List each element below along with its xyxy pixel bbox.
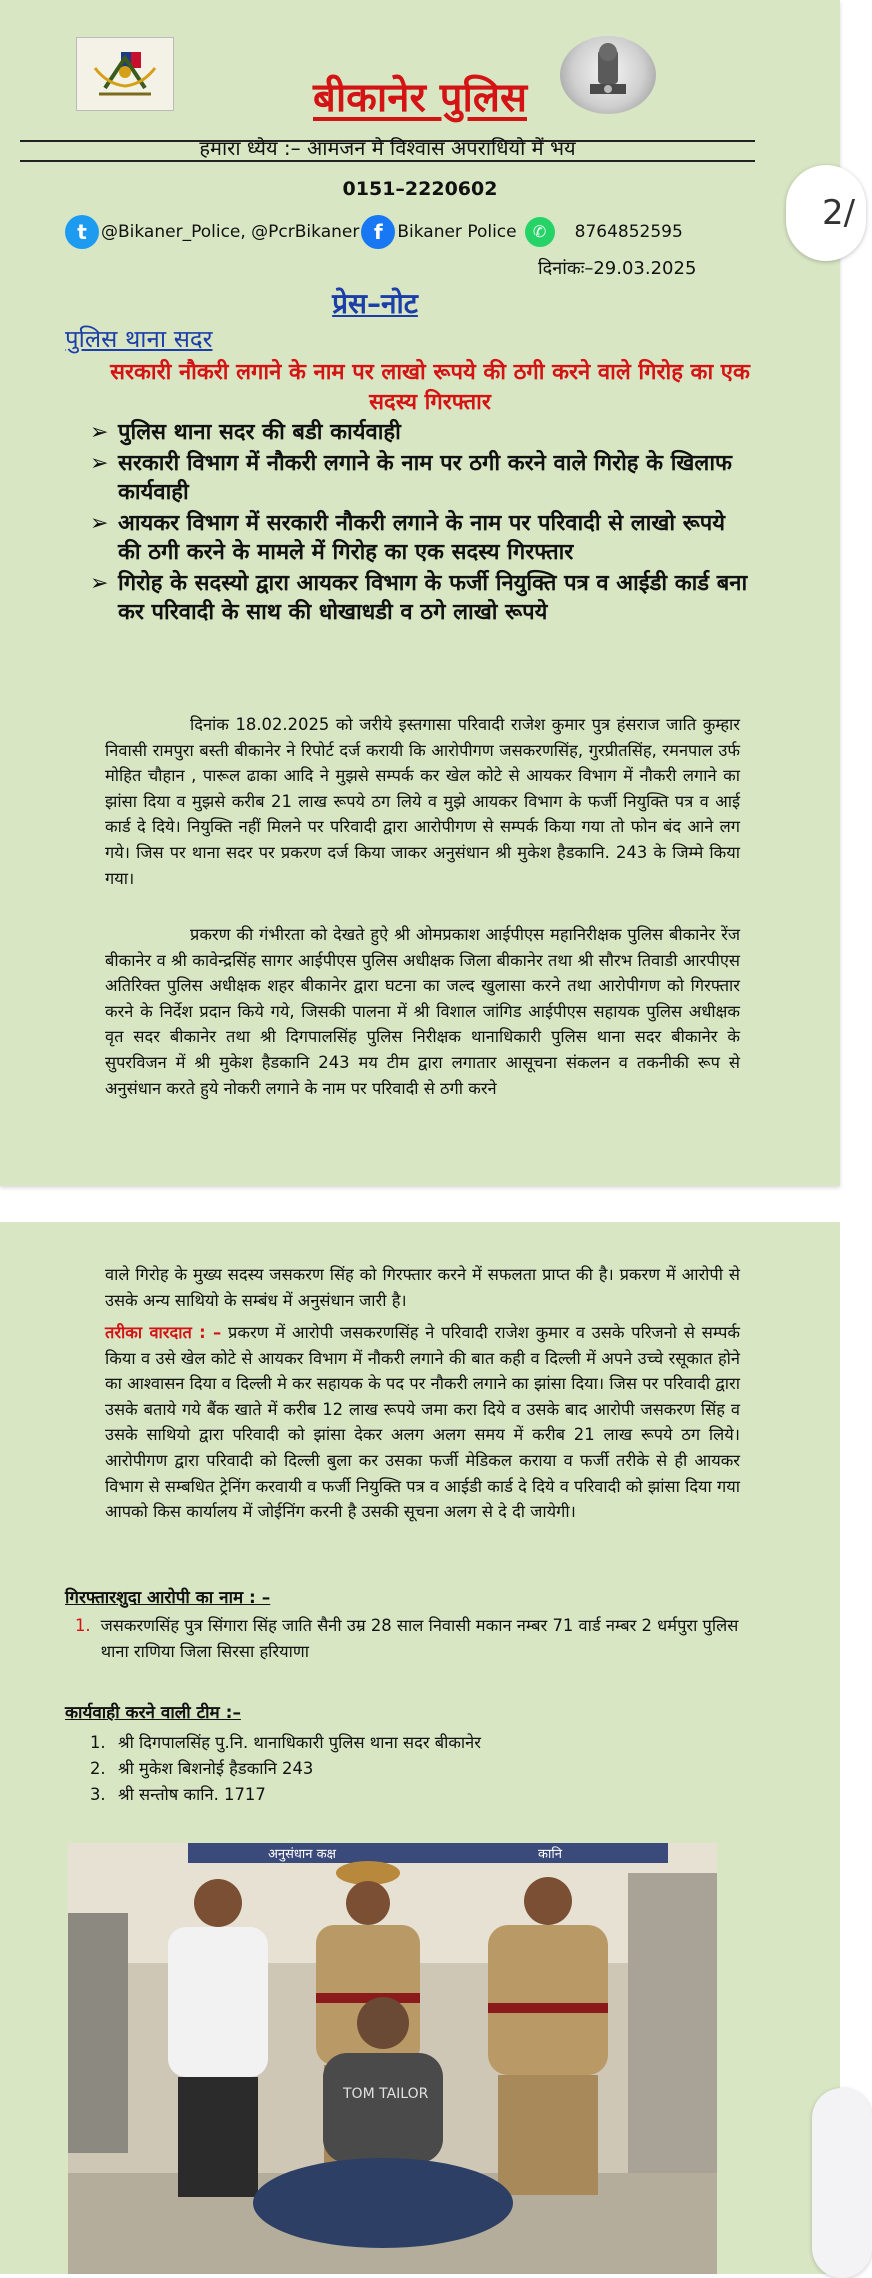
arrow-bullet-icon: ➢	[90, 511, 109, 536]
paragraph-investigation: प्रकरण की गंभीरता को देखते हुऐ श्री ओमप्रकाश आईपीएस महानिरीक्षक पुलिस बीकानेर रेंज बीकानेर व श्री कावेन्द्रसिंह सागर आईपीएस पुलिस अधीक्षक जिला बीकानेर तथा श्री सौरभ तिवाडी आरपीएस अतिरिक्त पुलिस अधीक्षक शहर बीकानेर द्वारा घटना का जल्द खुलासा करने तथा आरोपीगण को गिरफ्तार करने के निर्देश प्रदान किये गये, जिसकी पालना में श्री विशाल जांगिड आईपीएस सहायक पुलिस अधीक्षक वृत सदर बीकानेर तथा श्री दिगपालसिंह पुलिस निरीक्षक थानाधिकारी पुलिस थाना सदर बीकानेर के सुपरविजन में श्री मुकेश हैडकानि 243 मय टीम द्वारा लगातार आसूचना संकलन व तकनीकी रूप से अनुसंधान करते हुये नोकरी लगाने के नाम पर परिवादी से ठगी करने	[105, 925, 740, 1098]
list-item: ➢ पुलिस थाना सदर की बडी कार्यवाही	[90, 420, 401, 445]
arrest-photo	[68, 1843, 717, 2274]
paragraph-complaint: दिनांक 18.02.2025 को जरीये इस्तगासा परिवादी राजेश कुमार पुत्र हंसराज जाति कुम्हार निवासी रामपुरा बस्ती बीकानेर ने रिपोर्ट दर्ज करायी कि आरोपीगण जसकरणसिंह, गुरप्रीतसिंह, रमनपाल उर्फ मोहित चौहान , पारूल ढाका आदि ने मुझसे सम्पर्क कर खेल कोटे से आयकर विभाग में नौकरी लगाने का झांसा दिया व मुझसे करीब 21 लाख रूपये ठग लिये व मुझे आयकर विभाग के फर्जी नियुक्ति पत्र व आई कार्ड दे दिये। नियुक्ति नहीं मिलने पर परिवादी द्वारा आरोपीगण से सम्पर्क किया गया तो फोन बंद आने लग गये। जिस पर थाना सदर पर प्रकरण दर्ज किया जाकर अनुसंधान श्री मुकेश हैडकानि. 243 के जिम्मे किया गया।	[105, 715, 740, 888]
list-item: 1. जसकरणसिंह पुत्र सिंगारा सिंह जाति सैनी उम्र 28 साल निवासी मकान नम्बर 71 वार्ड नम्बर 2 धर्मपुरा पुलिस थाना राणिया जिला सिरसा हरियाणा	[75, 1616, 739, 1661]
paragraph-modus-operandi	[105, 1320, 740, 1525]
twitter-icon: t	[65, 215, 99, 249]
team-heading: कार्यवाही करने वाली टीम :–	[65, 1703, 241, 1723]
arrow-bullet-icon: ➢	[90, 451, 109, 476]
shirt-text: TOM TAILOR	[343, 2086, 429, 2102]
paragraph-arrest-success: वाले गिरोह के मुख्य सदस्य जसकरण सिंह को गिरफ्तार करने में सफलता प्राप्त की है। प्रकरण में आरोपी से उसके अन्य साथियो के सम्बंध में अनुसंधान जारी है।	[105, 1265, 740, 1310]
police-station-heading: पुलिस थाना सदर	[65, 325, 213, 353]
list-item: ➢ सरकारी विभाग में नौकरी लगाने के नाम पर ठगी करने वाले गिरोह के खिलाफ कार्यवाही	[90, 451, 732, 505]
phone-number: 0151–2220602	[342, 178, 498, 200]
whatsapp-number: 8764852595	[574, 222, 683, 242]
list-item: ➢ गिरोह के सदस्यो द्वारा आयकर विभाग के फर्जी नियुक्ति पत्र व आईडी कार्ड बना कर परिवादी के साथ की धोखाधडी व ठगे लाखो रूपये	[90, 571, 748, 625]
motto-text: हमारा ध्येय :– आमजन मे विश्वास अपराधियो में भय	[199, 136, 576, 160]
whatsapp-icon: ✆	[525, 217, 555, 247]
list-item: ➢ आयकर विभाग में सरकारी नौकरी लगाने के नाम पर परिवादी से लाखो रूपये की ठगी करने के मामले में गिरोह का एक सदस्य गिरफ्तार	[90, 511, 726, 565]
sign-right: कानि	[538, 1847, 562, 1862]
sign-left: अनुसंधान कक्ष	[268, 1847, 336, 1862]
list-item: 3. श्री सन्तोष कानि. 1717	[90, 1785, 266, 1804]
press-note-heading: प्रेस–नोट	[332, 287, 418, 320]
social-contacts	[65, 215, 683, 249]
page-indicator[interactable]: 2/	[786, 165, 866, 261]
arrested-heading: गिरफ्तारशुदा आरोपी का नाम : –	[65, 1588, 271, 1608]
facebook-page: Bikaner Police	[397, 222, 517, 242]
modus-text: प्रकरण में आरोपी जसकरणसिंह ने परिवादी राजेश कुमार व उसके परिजनो से सम्पर्क किया व उसे खेल कोटे से आयकर विभाग में नौकरी लगाने की बात कही व दिल्ली में अपने उच्चे रसूकात होने का आश्वासन दिया व दिल्ली मे कर सहायक के पद पर नौकरी लगाने का झांसा दिया। जिस पर परिवादी द्वारा उसके बताये गये बैंक खाते में करीब 12 लाख रूपये जमा करा दिये व उसके बाद आरोपी जसकरण सिंह व उसके साथियो द्वारा परिवादी को झांसा देकर अलग अलग समय में करीब 21 लाख रूपये ठग लिये। आरोपीगण द्वारा परिवादी को दिल्ली बुला कर उसका फर्जी मेडिकल कराया व फर्जी तरीके से ही आयकर विभाग से सम्बधित ट्रेनिंग करवायी व फर्जी नियुक्ति पत्र व आईडी कार्ड दे दिये व परिवादी को झांसा दिया गया आपको किस कार्यालय में जोईनिंग करनी है उसकी सूचना अलग से दे दी जायेगी।	[105, 1323, 740, 1522]
list-item: 2. श्री मुकेश बिशनोई हैडकानि 243	[90, 1759, 314, 1778]
arrested-list	[75, 1613, 745, 1664]
list-item: 1. श्री दिगपालसिंह पु.नि. थानाधिकारी पुलिस थाना सदर बीकानेर	[90, 1733, 481, 1752]
highlights-list	[90, 418, 750, 629]
page-title: बीकानेर पुलिस	[312, 75, 527, 121]
arrow-bullet-icon: ➢	[90, 571, 109, 596]
news-headline: सरकारी नौकरी लगाने के नाम पर लाखो रूपये की ठगी करने वाले गिरोह का एक सदस्य गिरफ्तार	[110, 360, 750, 415]
arrow-bullet-icon: ➢	[90, 420, 109, 445]
motto-divider-bottom	[20, 160, 755, 162]
side-handle[interactable]	[812, 2088, 872, 2278]
press-note-date: दिनांकः–29.03.2025	[538, 258, 697, 279]
facebook-icon: f	[361, 215, 395, 249]
twitter-handles: @Bikaner_Police, @PcrBikaner	[101, 222, 360, 242]
team-list	[90, 1730, 481, 1808]
modus-label: तरीका वारदात : –	[105, 1323, 222, 1342]
